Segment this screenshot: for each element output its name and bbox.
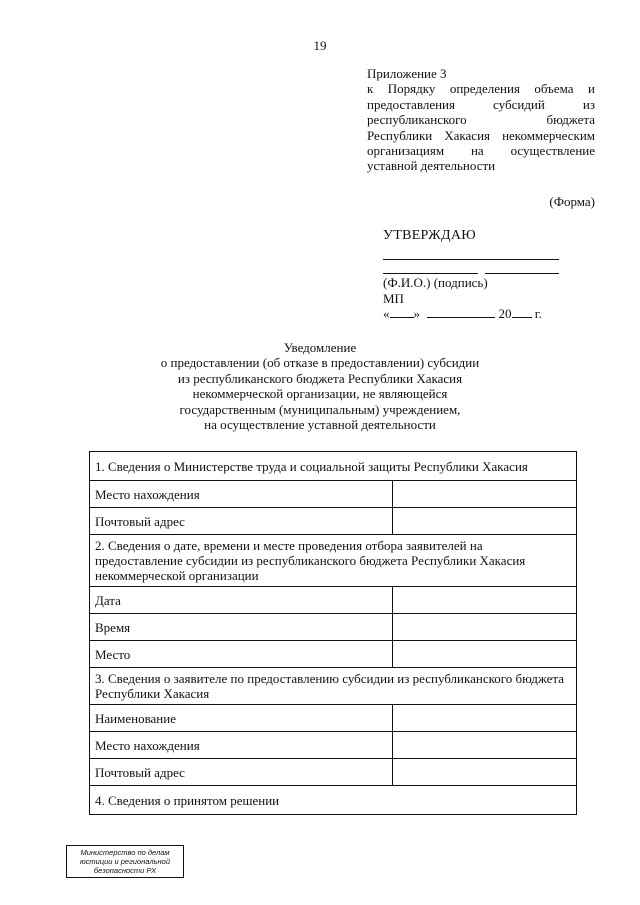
section-3-heading: 3. Сведения о заявителе по предоставлению субсидии из республиканского бюджета Республики Хакасия — [90, 668, 577, 705]
table-row — [90, 481, 577, 508]
annex-title: Приложение 3 — [367, 66, 447, 81]
section-row — [90, 786, 577, 815]
annex-line: республиканского бюджета — [367, 112, 595, 128]
value-cell — [393, 759, 577, 786]
notice-heading — [0, 340, 640, 432]
notice-line: на осуществление уставной деятельности — [204, 417, 436, 433]
annex-line: к Порядку определения объема и — [367, 81, 595, 97]
row-label: Почтовый адрес — [90, 508, 393, 535]
value-cell — [393, 705, 577, 732]
day-blank — [390, 306, 414, 318]
form-label: (Форма) — [549, 194, 595, 209]
section-row — [90, 535, 577, 587]
page-number: 19 — [313, 38, 327, 53]
date-close-quote: » — [413, 306, 420, 321]
date-open-quote: « — [383, 306, 390, 321]
table-row — [90, 705, 577, 732]
section-row — [90, 668, 577, 705]
notice-title: Уведомление — [283, 340, 357, 355]
registration-stamp — [66, 845, 184, 878]
table-row — [90, 508, 577, 535]
section-2-heading: 2. Сведения о дате, времени и месте проведения отбора заявителей на предоставление субсидии из республиканского бюджета Республики Хакасия некоммерческой организации — [90, 535, 577, 587]
notice-line: государственным (муниципальным) учреждением, — [179, 401, 461, 417]
annex-line: уставной деятельности — [367, 158, 496, 174]
stamp-line: безопасности РХ — [93, 866, 157, 875]
value-cell — [393, 587, 577, 614]
year-blank — [512, 306, 532, 318]
annex-line: Республики Хакасия некоммерческим — [367, 127, 595, 143]
annex-header — [367, 66, 595, 174]
section-row — [90, 452, 577, 481]
year-prefix: 20 — [498, 306, 512, 321]
row-label: Наименование — [90, 705, 393, 732]
notice-line: о предоставлении (об отказе в предоставлении) субсидии — [160, 355, 480, 371]
table-row — [90, 641, 577, 668]
value-cell — [393, 481, 577, 508]
row-label: Дата — [90, 587, 393, 614]
stamp-line: Министерство по делам — [80, 848, 170, 857]
value-cell — [393, 641, 577, 668]
fio-line — [383, 273, 478, 274]
section-1-heading: 1. Сведения о Министерстве труда и социальной защиты Республики Хакасия — [90, 452, 577, 481]
value-cell — [393, 732, 577, 759]
table-row — [90, 614, 577, 641]
approval-heading: УТВЕРЖДАЮ — [383, 228, 476, 243]
seal-placeholder: МП — [383, 291, 404, 306]
annex-line: организациям на осуществление — [367, 143, 595, 159]
notice-line: из республиканского бюджета Республики Хакасия — [177, 370, 463, 386]
month-blank — [427, 306, 495, 318]
table-row — [90, 759, 577, 786]
notice-line: некоммерческой организации, не являющейся — [192, 386, 448, 402]
stamp-line: юстиции и региональной — [79, 857, 171, 866]
year-suffix: г. — [534, 306, 542, 321]
row-label: Время — [90, 614, 393, 641]
section-4-heading: 4. Сведения о принятом решении — [90, 786, 577, 815]
table-row — [90, 587, 577, 614]
value-cell — [393, 614, 577, 641]
row-label: Место нахождения — [90, 481, 393, 508]
value-cell — [393, 508, 577, 535]
table-row — [90, 732, 577, 759]
row-label: Почтовый адрес — [90, 759, 393, 786]
signature-line — [383, 259, 559, 260]
fio-caption: (Ф.И.О.) (подпись) — [383, 275, 488, 290]
row-label: Место нахождения — [90, 732, 393, 759]
notice-form-table — [89, 451, 577, 815]
annex-line: предоставления субсидий из — [367, 96, 595, 112]
signature-line-short — [485, 273, 559, 274]
row-label: Место — [90, 641, 393, 668]
approval-date — [383, 306, 542, 322]
